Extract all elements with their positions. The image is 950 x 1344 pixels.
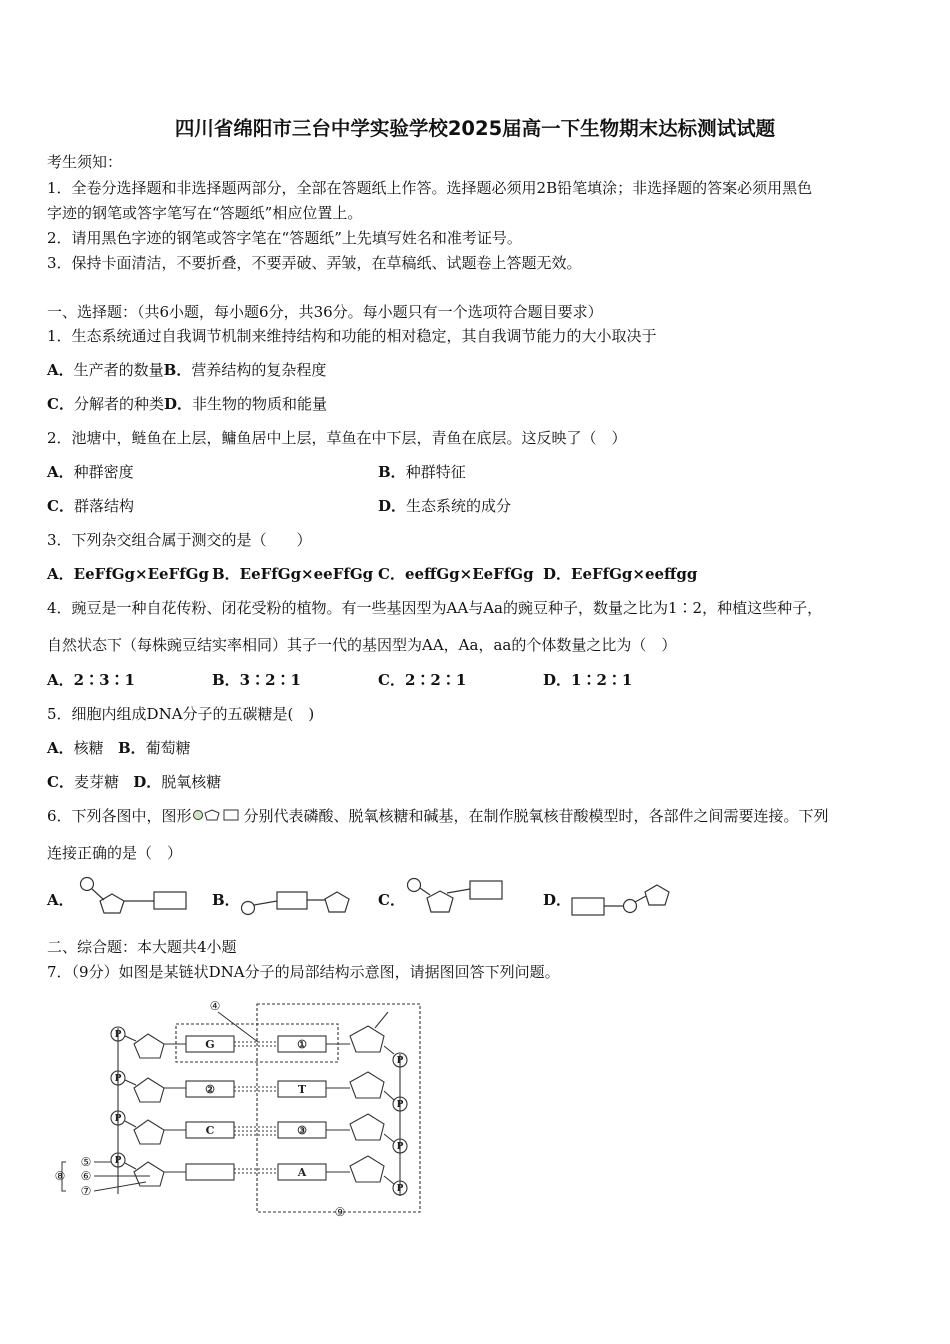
q6-option-d-label: D． bbox=[543, 891, 572, 909]
q1-option-a: 生产者的数量 bbox=[73, 361, 164, 379]
q2-option-d-label: D． bbox=[378, 497, 407, 515]
q5-option-b: 葡萄糖 bbox=[145, 739, 191, 757]
q5-option-b-label: B． bbox=[117, 739, 146, 757]
q6-option-a-diagram bbox=[74, 876, 190, 916]
phosphate-label: P bbox=[396, 1184, 404, 1194]
left-base: C bbox=[205, 1124, 215, 1137]
q2-option-c-text: 群落结构 bbox=[73, 497, 134, 515]
notice-item: 1．全卷分选择题和非选择题两部分，全部在答题纸上作答。选择题必须用2B铅笔填涂；非选择题的答案必须用黑色 bbox=[47, 179, 813, 197]
right-base: ③ bbox=[297, 1124, 307, 1137]
q6-option-c-label: C． bbox=[378, 891, 405, 909]
deoxyribose-icon bbox=[350, 1072, 384, 1098]
notice-item: 3．保持卡面清洁，不要折叠，不要弄破、弄皱，在草稿纸、试题卷上答题无效。 bbox=[47, 254, 582, 272]
left-base: G bbox=[205, 1038, 215, 1051]
deoxyribose-icon bbox=[134, 1034, 164, 1058]
q7-stem: 7．（9分）如图是某链状DNA分子的局部结构示意图，请据图回答下列问题。 bbox=[47, 963, 560, 981]
q5-option-c: 麦芽糖 bbox=[73, 773, 119, 791]
q2-option-c bbox=[47, 496, 134, 516]
label-4: ④ bbox=[209, 999, 221, 1013]
connector bbox=[384, 1091, 394, 1100]
q3-option-b: B．EeFfGg×eeFfGg bbox=[212, 565, 374, 583]
connector bbox=[384, 1176, 394, 1184]
q3-stem: 3．下列杂交组合属于测交的是（ ） bbox=[47, 531, 312, 549]
q2-option-b-label: B． bbox=[378, 463, 406, 481]
q4-option-a: A．2∶3∶1 bbox=[47, 671, 135, 689]
deoxyribose-icon bbox=[134, 1078, 164, 1102]
phosphate-label: P bbox=[114, 1156, 122, 1166]
q4-stem-1: 4．豌豆是一种自花传粉、闭花受粉的植物。有一些基因型为AA与Aa的豌豆种子，数量之比为1∶2，种植这些种子， bbox=[47, 599, 823, 617]
connector bbox=[125, 1121, 136, 1127]
label-5: ⑤ bbox=[80, 1155, 92, 1169]
leader-line bbox=[94, 1182, 146, 1191]
label-6: ⑥ bbox=[80, 1169, 92, 1183]
deoxyribose-icon bbox=[350, 1114, 384, 1140]
q5-option-a-label: A． bbox=[47, 739, 74, 757]
q4-option-c: C．2∶2∶1 bbox=[378, 671, 467, 689]
shape-legend-icon bbox=[192, 807, 244, 823]
row-1 bbox=[111, 1012, 407, 1067]
notice-item: 2．请用黑色字迹的钢笔或答字笔在“答题纸”上先填写姓名和准考证号。 bbox=[47, 229, 522, 247]
q4-option-d: D．1∶2∶1 bbox=[543, 671, 633, 689]
connector bbox=[384, 1046, 394, 1054]
q3-option-a: A．EeFfGg×EeFfGg bbox=[47, 565, 209, 583]
q2-option-c-label: C． bbox=[47, 497, 74, 515]
q6-option-b-diagram bbox=[236, 884, 354, 920]
q1-options-cd bbox=[47, 394, 327, 414]
phosphate-label: P bbox=[396, 1056, 404, 1066]
q5-options-ab bbox=[47, 738, 191, 758]
q2-option-a-text: 种群密度 bbox=[73, 463, 134, 481]
q6-option-a-label: A． bbox=[47, 891, 74, 909]
deoxyribose-icon bbox=[134, 1162, 164, 1186]
q1-option-a-label: A． bbox=[47, 361, 74, 379]
right-base: T bbox=[297, 1083, 307, 1096]
q1-stem: 1．生态系统通过自我调节机制来维持结构和功能的相对稳定，其自我调节能力的大小取决于 bbox=[47, 327, 657, 345]
section2-heading: 二、综合题：本大题共4小题 bbox=[47, 938, 237, 956]
q1-option-b-label: B． bbox=[163, 361, 192, 379]
q4-stem-2: 自然状态下（每株豌豆结实率相同）其子一代的基因型为AA，Aa，aa的个体数量之比为（ ） bbox=[47, 636, 677, 654]
right-base: A bbox=[297, 1166, 307, 1179]
q1-option-d: 非生物的物质和能量 bbox=[191, 395, 327, 413]
row-3 bbox=[111, 1111, 407, 1153]
row-2 bbox=[111, 1071, 407, 1111]
page-title: 四川省绵阳市三台中学实验学校2025届高一下生物期末达标测试试题 bbox=[174, 117, 776, 140]
section1-heading: 一、选择题：（共6小题，每小题6分，共36分。每小题只有一个选项符合题目要求） bbox=[47, 303, 603, 321]
q4-option-b: B．3∶2∶1 bbox=[212, 671, 301, 689]
q6-option-b-label: B． bbox=[212, 891, 240, 909]
phosphate-label: P bbox=[396, 1100, 404, 1110]
connector bbox=[125, 1036, 136, 1041]
right-base: ① bbox=[297, 1038, 307, 1051]
label-8: ⑧ bbox=[54, 1169, 66, 1183]
connector bbox=[384, 1134, 394, 1142]
q6-stem-1b: 分别代表磷酸、脱氧核糖和碱基，在制作脱氧核苷酸模型时，各部件之间需要连接。下列 bbox=[243, 807, 829, 825]
q2-option-b-text: 种群特征 bbox=[405, 463, 466, 481]
connector bbox=[125, 1163, 136, 1169]
q2-option-a-label: A． bbox=[47, 463, 74, 481]
q2-option-d bbox=[378, 496, 511, 516]
q5-option-d-label: D． bbox=[133, 773, 162, 791]
q1-option-b: 营养结构的复杂程度 bbox=[191, 361, 327, 379]
base-rect bbox=[186, 1164, 234, 1180]
strand-box bbox=[257, 1004, 420, 1212]
q5-options-cd bbox=[47, 772, 221, 792]
q1-option-d-label: D． bbox=[163, 395, 192, 413]
leader-line bbox=[218, 1012, 258, 1042]
q2-stem: 2．池塘中，鲢鱼在上层，鳙鱼居中上层，草鱼在中下层，青鱼在底层。这反映了（ ） bbox=[47, 429, 627, 447]
deoxyribose-icon bbox=[134, 1120, 164, 1144]
q1-options-ab bbox=[47, 360, 326, 380]
q5-option-a: 核糖 bbox=[73, 739, 104, 757]
q1-option-c-label: C． bbox=[47, 395, 74, 413]
q5-option-c-label: C． bbox=[47, 773, 74, 791]
label-9: ⑨ bbox=[334, 1205, 346, 1219]
deoxyribose-icon bbox=[350, 1156, 384, 1182]
q6-stem-1 bbox=[47, 806, 829, 826]
notice-item: 字迹的钢笔或答字笔写在“答题纸”相应位置上。 bbox=[47, 204, 363, 222]
q1-option-c: 分解者的种类 bbox=[73, 395, 164, 413]
q5-option-d: 脱氧核糖 bbox=[161, 773, 222, 791]
notice-heading: 考生须知： bbox=[47, 153, 123, 171]
q2-option-b bbox=[378, 462, 466, 482]
q6-option-c-diagram bbox=[402, 875, 506, 917]
phosphate-label: P bbox=[396, 1142, 404, 1152]
q2-option-a bbox=[47, 462, 134, 482]
dna-structure-diagram bbox=[50, 996, 430, 1220]
q5-stem: 5．细胞内组成DNA分子的五碳糖是( ) bbox=[47, 705, 315, 723]
label-7: ⑦ bbox=[80, 1184, 92, 1198]
q3-option-c: C．eeffGg×EeFfGg bbox=[378, 565, 534, 583]
q3-option-d: D．EeFfGg×eeffgg bbox=[543, 565, 698, 583]
q2-option-d-text: 生态系统的成分 bbox=[406, 497, 512, 515]
left-base: ② bbox=[205, 1083, 215, 1096]
q6-option-d-diagram bbox=[568, 880, 674, 920]
row-4 bbox=[111, 1153, 407, 1195]
phosphate-label: P bbox=[114, 1030, 122, 1040]
q6-stem-1a: 6．下列各图中，图形 bbox=[47, 807, 192, 825]
connector bbox=[125, 1080, 136, 1085]
connector bbox=[375, 1012, 388, 1028]
q6-stem-2: 连接正确的是（ ） bbox=[47, 844, 183, 862]
phosphate-label: P bbox=[114, 1074, 122, 1084]
deoxyribose-icon bbox=[350, 1026, 384, 1052]
phosphate-label: P bbox=[114, 1114, 122, 1124]
